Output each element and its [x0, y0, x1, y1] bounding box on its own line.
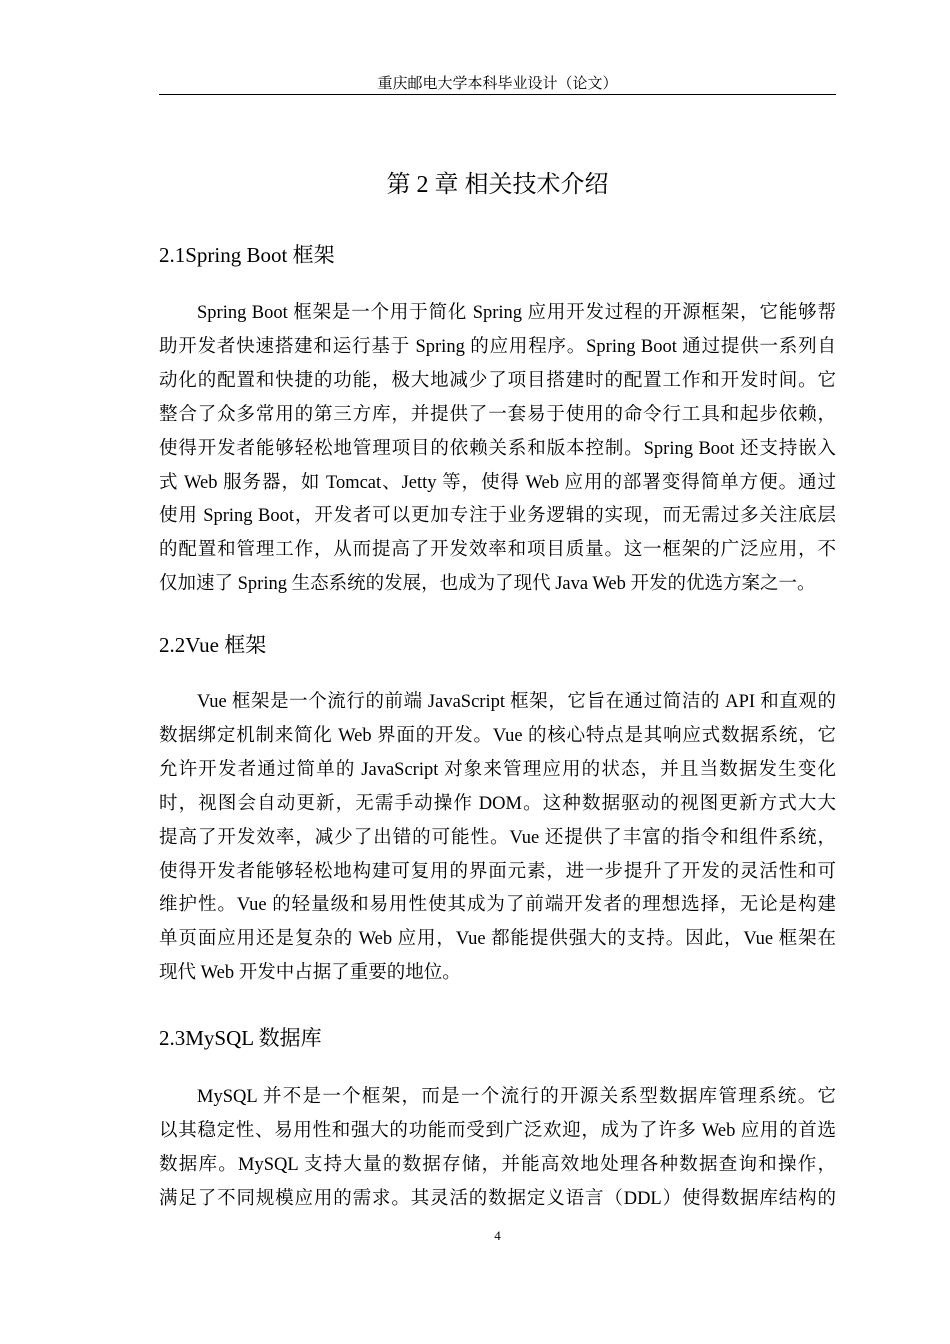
paragraph-line: 助开发者快速搭建和运行基于 Spring 的应用程序。Spring Boot 通过提供一系列自: [159, 336, 836, 357]
paragraph-line: 数据库。MySQL 支持大量的数据存储，并能高效地处理各种数据查询和操作，: [159, 1154, 836, 1175]
paragraph-line: Vue 框架是一个流行的前端 JavaScript 框架，它旨在通过简洁的 API 和直观的: [197, 692, 836, 712]
paragraph-line: 的配置和管理工作，从而提高了开发效率和项目质量。这一框架的广泛应用，不: [159, 540, 836, 561]
paragraph-line: MySQL 并不是一个框架，而是一个流行的开源关系型数据库管理系统。它: [197, 1087, 836, 1107]
header-rule: [159, 94, 836, 95]
running-header: 重庆邮电大学本科毕业设计（论文）: [377, 76, 618, 92]
paragraph-line: 允许开发者通过简单的 JavaScript 对象来管理应用的状态，并且当数据发生变化: [159, 759, 836, 780]
paragraph-line: 单页面应用还是复杂的 Web 应用，Vue 都能提供强大的支持。因此，Vue 框架在: [159, 929, 836, 950]
paragraph-line: 整合了众多常用的第三方库，并提供了一套易于使用的命令行工具和起步依赖，: [159, 404, 836, 425]
chapter-title: 第 2 章 相关技术介绍: [386, 172, 609, 198]
paragraph-line: 动化的配置和快捷的功能，极大地减少了项目搭建时的配置工作和开发时间。它: [159, 370, 836, 391]
section-heading: 2.2Vue 框架: [159, 633, 267, 657]
paragraph-line: 满足了不同规模应用的需求。其灵活的数据定义语言（DDL）使得数据库结构的: [159, 1188, 836, 1209]
page-number: 4: [494, 1228, 501, 1243]
paragraph-line: 式 Web 服务器，如 Tomcat、Jetty 等，使得 Web 应用的部署变得简单方便。通过: [159, 472, 836, 493]
section-heading: 2.3MySQL 数据库: [159, 1026, 322, 1050]
paragraph-line: Spring Boot 框架是一个用于简化 Spring 应用开发过程的开源框架，它能够帮: [197, 303, 836, 323]
paragraph-line: 提高了开发效率，减少了出错的可能性。Vue 还提供了丰富的指令和组件系统，: [159, 827, 836, 848]
paragraph-line: 使得开发者能够轻松地构建可复用的界面元素，进一步提升了开发的灵活性和可: [159, 861, 836, 882]
paragraph-line: 时，视图会自动更新，无需手动操作 DOM。这种数据驱动的视图更新方式大大: [159, 793, 836, 814]
paragraph-line: 数据绑定机制来简化 Web 界面的开发。Vue 的核心特点是其响应式数据系统，它: [159, 725, 836, 746]
paragraph-line: 维护性。Vue 的轻量级和易用性使其成为了前端开发者的理想选择，无论是构建: [159, 895, 836, 916]
paragraph-line: 使得开发者能够轻松地管理项目的依赖关系和版本控制。Spring Boot 还支持嵌入: [159, 438, 836, 459]
paragraph-line: 以其稳定性、易用性和强大的功能而受到广泛欢迎，成为了许多 Web 应用的首选: [159, 1120, 836, 1141]
paragraph-line: 使用 Spring Boot，开发者可以更加专注于业务逻辑的实现，而无需过多关注底层: [159, 506, 836, 527]
paragraph-line: 现代 Web 开发中占据了重要的地位。: [159, 963, 461, 984]
paragraph-line: 仅加速了 Spring 生态系统的发展，也成为了现代 Java Web 开发的优选方案之一。: [159, 574, 816, 595]
section-heading: 2.1Spring Boot 框架: [159, 243, 335, 267]
